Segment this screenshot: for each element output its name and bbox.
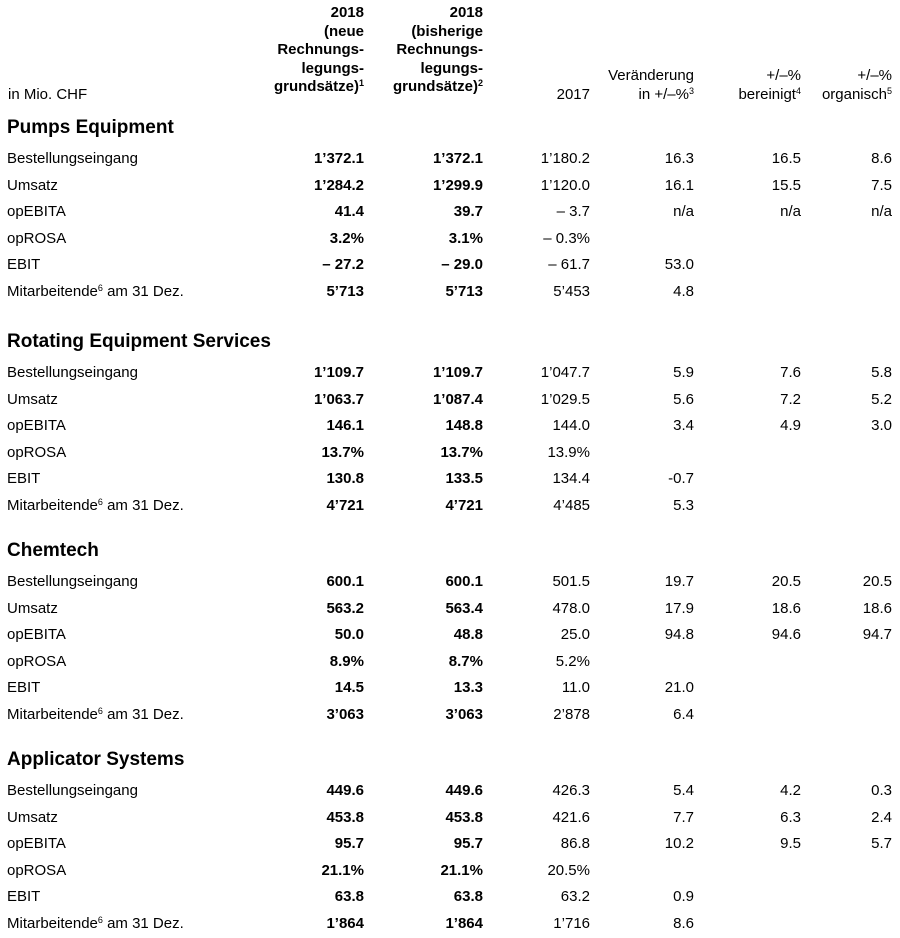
value-organic: 5.2	[871, 390, 892, 408]
value-2017: – 3.7	[556, 203, 590, 221]
header-2018-new-text: grundsätze)	[273, 78, 359, 95]
header-2018-new-year: 2018	[330, 4, 364, 21]
section-title: Chemtech	[7, 540, 99, 561]
header-2018-new	[274, 4, 364, 97]
row-label: Bestellungseingang	[7, 150, 138, 167]
value-change: 5.6	[673, 390, 694, 408]
value-2018-new: 3.2%	[329, 229, 364, 247]
value-2018-new: 1’864	[326, 915, 364, 932]
table-row-sales	[0, 387, 900, 414]
value-change: 3.4	[673, 417, 694, 435]
table-row-ebit	[0, 252, 900, 279]
row-label: EBIT	[7, 888, 41, 906]
header-2018-new-line2: (neue	[323, 22, 364, 40]
value-change: 94.8	[664, 626, 694, 644]
value-2018-previous: 48.8	[453, 626, 483, 644]
value-2018-new: 449.6	[326, 782, 364, 799]
header-adjusted-line2	[738, 86, 801, 105]
value-2017: 1’120.0	[540, 176, 590, 194]
value-2018-new: 21.1%	[321, 861, 364, 879]
value-2017: – 61.7	[548, 256, 590, 274]
value-change: 21.0	[664, 679, 694, 697]
header-2018-new-line4: legungs-	[301, 59, 364, 77]
value-change: 4.8	[673, 283, 694, 300]
row-label: EBIT	[7, 256, 41, 274]
table-row-sales	[0, 173, 900, 200]
value-adjusted: 18.6	[771, 599, 801, 617]
value-2018-previous: 1’372.1	[432, 150, 483, 167]
row-label	[7, 493, 184, 520]
table-row-sales	[0, 805, 900, 832]
value-adjusted: 4.9	[780, 417, 801, 435]
row-label: Umsatz	[7, 176, 58, 194]
row-label: opROSA	[7, 229, 67, 247]
row-label	[7, 279, 184, 306]
value-change: 7.7	[673, 808, 694, 826]
value-2017: 1’029.5	[540, 390, 590, 408]
value-2018-previous: 13.3	[453, 679, 483, 697]
value-2017: 1’716	[553, 915, 590, 932]
value-2017: 13.9%	[547, 443, 590, 461]
table-row-orders	[0, 778, 900, 805]
value-2018-previous: 63.8	[453, 888, 483, 906]
value-change: 6.4	[673, 706, 694, 723]
header-organic-line1: +/–%	[857, 67, 892, 84]
value-2018-previous: – 29.0	[441, 256, 483, 274]
value-change: 5.3	[673, 497, 694, 514]
header-2018-previous-line2: (bisherige	[411, 22, 483, 40]
footnote-marker: 6	[97, 706, 103, 716]
row-label-suffix: am 31 Dez.	[102, 283, 184, 300]
row-label: opROSA	[7, 652, 67, 670]
value-2017: 1’180.2	[540, 150, 590, 167]
row-label: opEBITA	[7, 835, 66, 853]
value-2018-new: 63.8	[334, 888, 364, 906]
value-2018-previous: 449.6	[445, 782, 483, 799]
header-change-line2	[608, 86, 694, 105]
table-row-oprosa	[0, 649, 900, 676]
value-2018-previous: 8.7%	[448, 652, 483, 670]
row-label-text: Mitarbeitende	[7, 915, 98, 932]
value-2018-new: 4’721	[326, 497, 364, 514]
table-row-employees	[0, 702, 900, 729]
row-label: EBIT	[7, 679, 41, 697]
table-row-opebita	[0, 622, 900, 649]
table-row-employees	[0, 493, 900, 520]
value-2018-new: 95.7	[334, 835, 364, 853]
row-label-text: Mitarbeitende	[7, 706, 98, 723]
row-label-suffix: am 31 Dez.	[102, 706, 184, 723]
row-label-suffix: am 31 Dez.	[102, 497, 184, 514]
value-change: n/a	[673, 203, 694, 221]
value-2018-new: 14.5	[334, 679, 364, 697]
value-2018-previous: 5’713	[445, 283, 483, 300]
value-2018-new: 1’284.2	[313, 176, 364, 194]
row-label	[7, 702, 184, 729]
value-2017: 2’878	[553, 706, 590, 723]
table-row-oprosa	[0, 226, 900, 253]
value-adjusted: 7.6	[780, 364, 801, 381]
value-organic: 5.8	[871, 364, 892, 381]
row-label: opROSA	[7, 861, 67, 879]
table-row-employees	[0, 279, 900, 306]
value-adjusted: n/a	[780, 203, 801, 221]
value-adjusted: 7.2	[780, 390, 801, 408]
value-organic: 20.5	[862, 573, 892, 590]
value-2017: 25.0	[560, 626, 590, 644]
header-organic	[822, 67, 892, 104]
value-organic: 18.6	[862, 599, 892, 617]
value-2017: 134.4	[552, 470, 590, 488]
value-2017: 86.8	[560, 835, 590, 853]
footnote-marker: 4	[795, 85, 801, 96]
value-2018-new: 1’109.7	[313, 364, 364, 381]
value-2018-previous: 4’721	[445, 497, 483, 514]
table-row-oprosa	[0, 858, 900, 885]
table-row-orders	[0, 360, 900, 387]
value-organic: 0.3	[871, 782, 892, 799]
value-2017: 63.2	[560, 888, 590, 906]
row-label: Umsatz	[7, 808, 58, 826]
footnote-marker: 3	[688, 85, 694, 96]
header-adjusted	[738, 67, 801, 104]
value-2018-previous: 148.8	[445, 417, 483, 435]
row-label-suffix: am 31 Dez.	[102, 915, 184, 932]
value-2018-previous: 3.1%	[448, 229, 483, 247]
value-2018-previous: 1’299.9	[432, 176, 483, 194]
value-2018-previous: 21.1%	[440, 861, 483, 879]
row-label-text: Mitarbeitende	[7, 283, 98, 300]
value-adjusted: 15.5	[771, 176, 801, 194]
value-2018-new: – 27.2	[322, 256, 364, 274]
value-2018-previous: 1’864	[445, 915, 483, 932]
header-adjusted-text: bereinigt	[738, 85, 796, 103]
value-2018-previous: 600.1	[445, 573, 483, 590]
value-adjusted: 94.6	[771, 626, 801, 644]
value-change: 5.9	[673, 364, 694, 381]
table-row-ebit	[0, 466, 900, 493]
value-change: 19.7	[664, 573, 694, 590]
header-2018-previous	[393, 4, 483, 97]
value-2018-previous: 13.7%	[440, 443, 483, 461]
value-2017: 11.0	[561, 679, 590, 697]
header-2018-previous-line3: Rechnungs-	[396, 41, 483, 58]
header-2018-previous-line5	[393, 78, 483, 97]
row-label: Umsatz	[7, 390, 58, 408]
value-2017: 5’453	[553, 283, 590, 300]
value-2018-previous: 39.7	[453, 203, 483, 221]
value-2018-new: 1’063.7	[313, 390, 364, 408]
value-2018-new: 41.4	[334, 203, 364, 221]
row-label: Umsatz	[7, 599, 58, 617]
unit-label: in Mio. CHF	[8, 86, 88, 103]
value-adjusted: 9.5	[780, 835, 801, 853]
row-label: opEBITA	[7, 417, 66, 435]
value-adjusted: 16.5	[771, 150, 801, 167]
row-label: opROSA	[7, 443, 67, 461]
table-row-opebita	[0, 831, 900, 858]
value-organic: 5.7	[871, 835, 892, 853]
value-2018-new: 146.1	[326, 417, 364, 435]
table-row-ebit	[0, 884, 900, 911]
table-row-orders	[0, 146, 900, 173]
header-change-text: in +/–%	[638, 85, 689, 103]
header-2018-previous-year: 2018	[449, 4, 483, 21]
section-title: Pumps Equipment	[7, 117, 174, 138]
value-change: 5.4	[673, 782, 694, 799]
value-change: 53.0	[664, 256, 694, 274]
value-2017: 478.0	[552, 599, 590, 617]
value-organic: n/a	[871, 203, 892, 221]
footnote-marker: 6	[97, 915, 103, 925]
table-row-sales	[0, 596, 900, 623]
value-organic: 8.6	[871, 150, 892, 167]
value-2018-new: 8.9%	[329, 652, 364, 670]
value-2017: – 0.3%	[543, 229, 590, 247]
row-label: Bestellungseingang	[7, 573, 138, 590]
value-2018-new: 5’713	[326, 283, 364, 300]
value-2018-previous: 95.7	[453, 835, 483, 853]
value-2017: 501.5	[552, 573, 590, 590]
value-organic: 94.7	[862, 626, 892, 644]
header-organic-line2	[822, 86, 892, 105]
footnote-marker: 6	[97, 283, 103, 293]
value-2018-new: 130.8	[326, 470, 364, 488]
value-2018-new: 13.7%	[321, 443, 364, 461]
value-adjusted: 6.3	[780, 808, 801, 826]
value-2017: 1’047.7	[540, 364, 590, 381]
value-change: 10.2	[664, 835, 694, 853]
table-row-opebita	[0, 199, 900, 226]
footnote-marker: 2	[477, 78, 483, 88]
table-row-orders	[0, 569, 900, 596]
row-label: EBIT	[7, 470, 41, 488]
footnote-marker: 1	[358, 78, 364, 88]
value-change: 8.6	[673, 915, 694, 932]
header-2018-new-line3: Rechnungs-	[277, 41, 364, 58]
header-organic-text: organisch	[821, 85, 887, 103]
header-2018-new-line5	[274, 78, 364, 97]
value-2018-previous: 133.5	[445, 470, 483, 488]
value-2017: 4’485	[553, 497, 590, 514]
value-2017: 426.3	[552, 782, 590, 799]
value-2018-new: 453.8	[326, 808, 364, 826]
row-label-text: Mitarbeitende	[7, 497, 98, 514]
value-organic: 2.4	[871, 808, 892, 826]
row-label: Bestellungseingang	[7, 782, 138, 799]
value-adjusted: 20.5	[771, 573, 801, 590]
header-2018-previous-text: grundsätze)	[392, 78, 478, 95]
value-2018-new: 600.1	[326, 573, 364, 590]
value-2018-previous: 563.4	[445, 599, 483, 617]
value-2018-new: 50.0	[334, 626, 364, 644]
header-2018-previous-line4: legungs-	[420, 59, 483, 77]
header-adjusted-line1: +/–%	[766, 67, 801, 84]
value-organic: 7.5	[871, 176, 892, 194]
table-row-ebit	[0, 675, 900, 702]
value-change: 16.1	[664, 176, 694, 194]
table-row-oprosa	[0, 440, 900, 467]
value-2017: 421.6	[552, 808, 590, 826]
value-2018-previous: 3’063	[445, 706, 483, 723]
header-change-line1: Veränderung	[608, 67, 694, 84]
footnote-marker: 5	[886, 85, 892, 96]
section-title: Rotating Equipment Services	[7, 331, 271, 352]
table-header	[0, 0, 900, 108]
value-change: 0.9	[673, 888, 694, 906]
value-change: -0.7	[668, 470, 694, 488]
value-adjusted: 4.2	[780, 782, 801, 799]
row-label: opEBITA	[7, 626, 66, 644]
value-organic: 3.0	[871, 417, 892, 435]
value-2017: 144.0	[552, 417, 590, 435]
row-label: Bestellungseingang	[7, 364, 138, 381]
table-row-employees	[0, 911, 900, 938]
value-2017: 5.2%	[555, 652, 590, 670]
value-change: 16.3	[664, 150, 694, 167]
row-label: opEBITA	[7, 203, 66, 221]
value-change: 17.9	[664, 599, 694, 617]
header-change	[608, 67, 694, 104]
table-row-opebita	[0, 413, 900, 440]
header-2017: 2017	[556, 86, 590, 103]
value-2018-new: 1’372.1	[313, 150, 364, 167]
value-2018-new: 3’063	[326, 706, 364, 723]
value-2018-previous: 1’109.7	[432, 364, 483, 381]
row-label	[7, 911, 184, 938]
value-2018-previous: 453.8	[445, 808, 483, 826]
footnote-marker: 6	[97, 497, 103, 507]
value-2017: 20.5%	[547, 861, 590, 879]
value-2018-previous: 1’087.4	[432, 390, 483, 408]
section-title: Applicator Systems	[7, 749, 185, 770]
value-2018-new: 563.2	[326, 599, 364, 617]
